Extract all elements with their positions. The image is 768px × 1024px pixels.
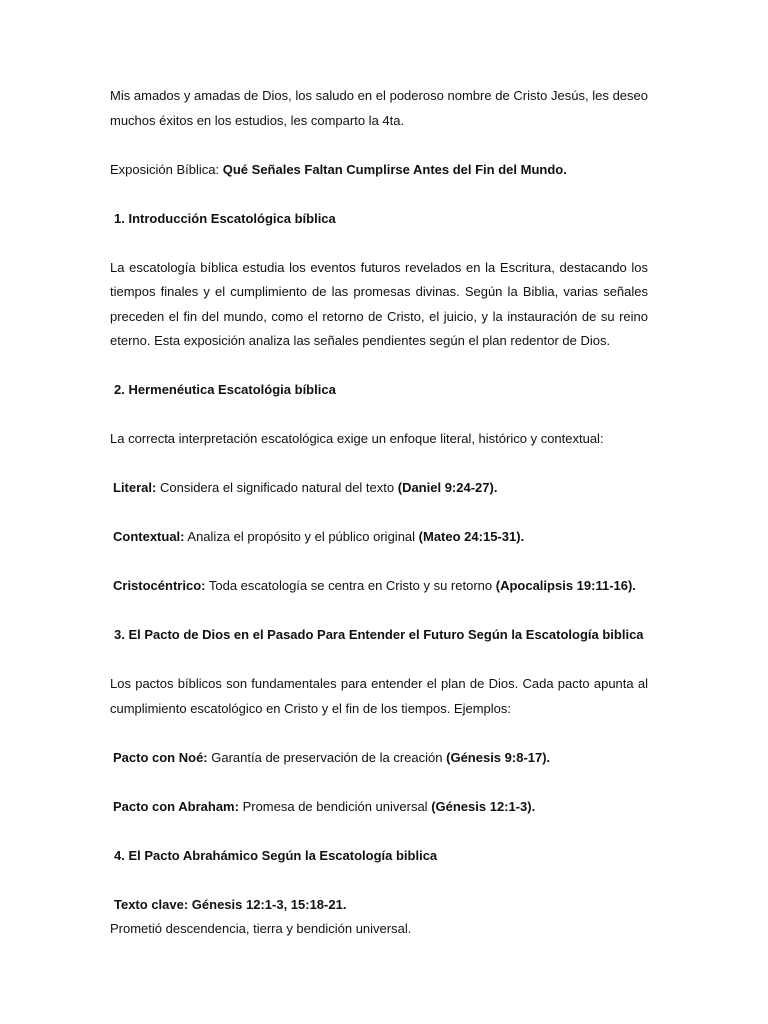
document-body: [110, 84, 648, 966]
principle-contextual: [110, 525, 648, 550]
principle-text: Considera el significado natural del texto: [159, 480, 395, 495]
principle-reference: (Mateo 24:15-31).: [418, 529, 525, 544]
principle-term: Contextual:: [113, 529, 185, 544]
principle-reference: (Daniel 9:24-27).: [397, 480, 498, 495]
greeting-paragraph: Mis amados y amadas de Dios, los saludo en el poderoso nombre de Cristo Jesús, les deseo muchos éxitos en los estudios, les comparto la 4ta.: [110, 88, 648, 128]
covenant-term: Pacto con Noé:: [113, 749, 208, 765]
section-4-paragraph: Prometió descendencia, tierra y bendición universal.: [110, 921, 412, 936]
section-3-paragraph: Los pactos bíblicos son fundamentales para entender el plan de Dios. Cada pacto apunta al cumplimiento escatológico en Cristo y el fin de los tiempos. Ejemplos:: [110, 676, 648, 716]
covenant-abraham: [110, 795, 648, 820]
principle-reference: (Apocalipsis 19:11-16).: [495, 578, 636, 593]
section-1-paragraph: La escatología bíblica estudia los eventos futuros revelados en la Escritura, destacando los tiempos finales y el cumplimiento de las promesas divinas. Según la Biblia, varias señales preceden el fin del mundo, como el retorno de Cristo, el juicio, y la instauración de su reino eterno. Esta exposición analiza las señales pendientes según el plan redentor de Dios.: [110, 259, 648, 348]
principle-christocentric: [110, 574, 648, 599]
covenant-text: Garantía de preservación de la creación: [211, 749, 443, 765]
exposition-label: Exposición Bíblica:: [110, 161, 220, 177]
section-4-heading: 4. El Pacto Abrahámico Según la Escatología biblica: [114, 847, 438, 863]
section-3-heading: 3. El Pacto de Dios en el Pasado Para Entender el Futuro Según la Escatología biblica: [114, 627, 644, 642]
covenant-term: Pacto con Abraham:: [113, 798, 239, 814]
key-text-line: Texto clave: Génesis 12:1-3, 15:18-21.: [114, 896, 347, 912]
section-1-heading: 1. Introducción Escatológica bíblica: [114, 210, 336, 226]
covenant-reference: (Génesis 12:1-3).: [431, 798, 536, 814]
principle-literal: [110, 476, 648, 501]
covenant-noah: [110, 746, 648, 771]
principle-text: Analiza el propósito y el público original: [187, 529, 416, 544]
exposition-title-line: [110, 158, 648, 183]
section-2-heading: 2. Hermenéutica Escatológia bíblica: [114, 382, 336, 397]
principle-term: Literal:: [113, 480, 157, 495]
covenant-text: Promesa de bendición universal: [242, 798, 428, 814]
exposition-title: Qué Señales Faltan Cumplirse Antes del Fin del Mundo.: [222, 161, 567, 177]
covenant-reference: (Génesis 9:8-17).: [446, 749, 551, 765]
section-2-intro: La correcta interpretación escatológica exige un enfoque literal, histórico y contextual:: [110, 431, 604, 446]
principle-text: Toda escatología se centra en Cristo y su retorno: [208, 578, 493, 593]
principle-term: Cristocéntrico:: [113, 578, 206, 593]
